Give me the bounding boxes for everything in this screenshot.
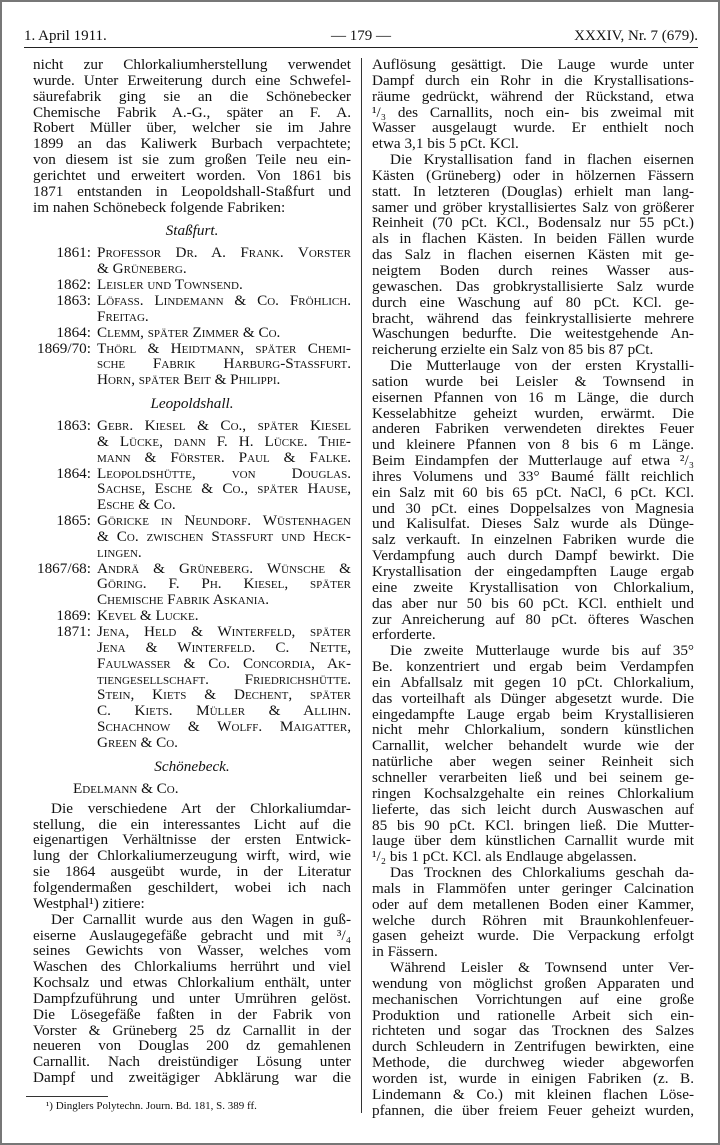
text-line: als in flachen Kästen. In beiden Fällen wurde <box>372 231 694 248</box>
entry-year: 1865: <box>56 512 91 530</box>
entry-year: 1869: <box>56 607 91 625</box>
text-line: in Fässern. <box>372 944 438 961</box>
text-line: Dampfzuführung und unter Umrühren gelöst. <box>33 990 351 1007</box>
text-line: richteten und sogar das Trocknen des Salzes <box>372 1023 694 1040</box>
column-divider <box>361 58 362 1113</box>
text-line: Die Lösegefäße faßten in der Fabrik von <box>33 1006 351 1023</box>
text-line: stellung, die ein interessantes Licht auf die <box>33 816 351 833</box>
entry-text: Kevel & Lucke. <box>97 608 199 624</box>
text-line: Produktion und rationelle Arbeit sich ein- <box>372 1007 694 1024</box>
entry-text: Faulwasser & Co. Concordia, Ak- <box>97 655 351 672</box>
paragraph <box>372 358 694 643</box>
text-line: gewaschen. Das grobkrystallisierte Salz wurde <box>372 278 694 295</box>
footnote-rule <box>26 1096 108 1097</box>
text-line: das Salz in flachen eisernen Kästen mit ge- <box>372 247 694 263</box>
text-line: ¹/₃ des Carnallits, noch ein- bis zweimal mit <box>372 104 694 121</box>
text-line: seines Gewichts von Wasser, welches vom <box>33 943 351 960</box>
text-line: schneller verarbeiten ließ und bei seinem ge- <box>372 769 694 786</box>
entry-year: 1864: <box>56 464 91 482</box>
left-column <box>33 57 351 1086</box>
text-line: folgendermaßen geschildert, wobei ich nach <box>33 879 351 896</box>
text-line: Robert Müller über, welcher sie im Jahre <box>33 120 351 137</box>
text-line: gerichtet und erweitert worden. Von 1861 bis <box>33 167 351 184</box>
text-line: Kesselabhitze geheizt wurden, erwärmt. Die <box>372 405 694 422</box>
text-line: ringen Kochsalzgehalte ein reines Chlorkalium <box>372 785 694 802</box>
text-line: Die zweite Mutterlauge wurde bis auf 35° <box>390 643 694 660</box>
header-page-number: — 179 — <box>331 28 391 44</box>
text-line: natürliche aber wegen seiner Reinheit sich <box>372 754 694 770</box>
list-item <box>33 418 351 466</box>
text-line: oder auf dem metallenen Boden einer Kammer, <box>372 896 694 913</box>
text-line: durch eine Waschung auf 80 pCt. KCl. ge- <box>372 294 694 311</box>
text-line: zur Anreicherung auf 80 pCt. öfteres Waschen <box>372 611 694 628</box>
text-line: Krystallisation der eingedampften Lauge ergab <box>372 564 694 580</box>
text-line: wurde. Unter Erweiterung durch eine Schwefel- <box>33 72 351 89</box>
leopoldshall-list <box>33 418 351 751</box>
firm-name: Edelmann & Co. <box>73 779 179 797</box>
entry-text: Leisler und Townsend. <box>97 277 243 293</box>
entry-text: Stein, Kiets & Dechent, später <box>97 687 351 704</box>
list-item <box>33 561 351 609</box>
section-heading-schoenebeck: Schönebeck. <box>154 757 230 775</box>
text-line: sation wurde bei Leisler & Townsend in <box>372 373 694 390</box>
text-line: Verdampfung auch durch Dampf bewirkt. Die <box>372 548 694 564</box>
text-line: ein Abfallsalz mit gegen 10 pCt. Chlorkalium, <box>372 674 694 691</box>
text-line: mals in Flammöfen unter geringer Calcination <box>372 880 694 897</box>
text-line: Methode, die durchweg wieder abgeworfen <box>372 1055 694 1071</box>
text-line: Die Krystallisation fand in flachen eisernen <box>390 152 694 168</box>
entry-year: 1869/70: <box>36 339 91 357</box>
text-line: und kleinere Pfannen von 8 bis 6 m Länge. <box>372 437 694 454</box>
text-line: 85 bis 90 pCt. KCl. bringen ließ. Die Mutter- <box>372 817 694 834</box>
entry-text: Göring. F. Ph. Kiesel, später <box>97 576 351 593</box>
text-line: Carnallit, welcher behandelt wurde wie der <box>372 738 694 755</box>
text-line: Dampf durch ein Rohr in die Krystallisations- <box>372 72 694 89</box>
text-line: neueren von Douglas 200 dz gemahlenen <box>33 1038 351 1055</box>
text-line: salz verkauft. In einzelnen Fabriken wurde die <box>372 532 694 549</box>
entry-text: mann & Förster. Paul & Falke. <box>97 449 351 466</box>
list-item <box>33 466 351 514</box>
entry-text: Jena, Held & Winterfeld, später <box>97 624 351 640</box>
text-line: statt. In letzteren (Douglas) erhielt man lang- <box>372 183 694 200</box>
entry-text: Leopoldshütte, von Douglas. <box>97 465 351 482</box>
text-line: samer und gröber krystallisiertes Salz von größerer <box>372 199 694 216</box>
text-line: Lindemann & Co.) mit kleinen flachen Löse- <box>372 1086 694 1103</box>
intro-paragraph <box>33 57 351 215</box>
entry-text: Thörl & Heidtmann, später Chemi- <box>97 340 351 357</box>
entry-text: Chemische Fabrik Askania. <box>97 592 270 609</box>
text-line: räume gedrückt, während der Rückstand, etwa <box>372 88 694 105</box>
list-item <box>33 325 351 341</box>
footnote: ¹) Dinglers Polytechn. Journ. Bd. 181, S. 389 ff. <box>46 1100 257 1112</box>
text-line: nicht mehr Chlorkalium, sondern künstlichen <box>372 722 694 739</box>
entry-text: & Co. zwischen Staßfurt und Heck- <box>97 528 351 545</box>
right-column <box>372 57 694 1119</box>
paragraph <box>372 865 694 960</box>
text-line: Vorster & Grüneberg 25 dz Carnallit in der <box>33 1022 351 1039</box>
entry-text: & Grüneberg. <box>97 261 187 278</box>
text-line: Carnallit. Nach dreistündiger Lösung unter <box>33 1054 351 1071</box>
section-heading-leopoldshall: Leopoldshall. <box>150 395 234 413</box>
paragraph <box>33 912 351 1086</box>
header-rule <box>24 47 698 48</box>
entry-text: C. Kiets. Müller & Allihn. <box>97 703 351 720</box>
entry-text: Löfass. Lindemann & Co. Fröhlich. <box>97 292 351 309</box>
text-line: nicht zur Chlorkaliumherstellung verwendet <box>33 57 351 73</box>
entry-year: 1863: <box>56 291 91 309</box>
text-line: Waschungen bedurfte. Die weitestgehende An- <box>372 326 694 343</box>
text-line: Beim Eindampfen der Mutterlauge auf etwa ²/₃ <box>372 453 694 469</box>
entry-year: 1867/68: <box>36 559 91 577</box>
text-line: ein Salz mit 60 bis 65 pCt. NaCl, 6 pCt. KCl. <box>372 484 694 501</box>
text-line: erforderte. <box>372 627 436 644</box>
text-line: 1899 an das Kaliwerk Burbach verpachtete; <box>33 136 351 153</box>
text-line: und Kalisulfat. Dieses Salz wurde als Dünge- <box>372 516 694 533</box>
entry-text: Sachse, Esche & Co., später Hause, <box>97 481 351 498</box>
text-line: säurefabrik ging sie an die Schönebecker <box>33 88 351 105</box>
paragraph <box>372 960 694 1118</box>
entry-text: Göricke in Neundorf. Wüstenhagen <box>97 513 351 529</box>
text-line: lieferte, das sich leicht durch Auswaschen auf <box>372 801 694 818</box>
entry-text: Esche & Co. <box>97 497 176 514</box>
entry-year: 1864: <box>56 323 91 341</box>
text-line: Be. konzentriert und ergab beim Verdampfen <box>372 659 694 675</box>
text-line: Waschen des Chlorkaliums herrührt und viel <box>33 959 351 976</box>
text-line: Chemische Fabrik A.-G., später an F. A. <box>33 104 351 121</box>
section-heading-stassfurt: Staßfurt. <box>165 222 219 240</box>
text-line: das aber nur 50 bis 60 pCt. KCl. enthielt und <box>372 595 694 612</box>
entry-text: Clemm, später Zimmer & Co. <box>97 324 281 341</box>
text-line: eiserne Auslaugegefäße gebracht und mit ³/₄ <box>33 927 351 944</box>
text-line: Während Leisler & Townsend unter Ver- <box>390 960 694 976</box>
entry-text: tiengesellschaft. Friedrichshütte. <box>97 671 351 688</box>
paragraph <box>33 801 351 912</box>
entry-text: & Lücke, dann F. H. Lücke. Thie- <box>97 433 351 450</box>
entry-year: 1863: <box>56 417 91 435</box>
paragraph <box>372 643 694 865</box>
entry-text: sche Fabrik Harburg-Stassfurt. <box>97 356 351 373</box>
entry-text: lingen. <box>97 544 142 561</box>
text-line: ihres Volumens und 33° Baumé fällt reichlich <box>372 468 694 485</box>
text-line: 1871 entstanden in Leopoldshall-Staßfurt und <box>33 183 351 200</box>
list-item <box>33 277 351 293</box>
entry-year: 1861: <box>56 244 91 262</box>
text-line: Der Carnallit wurde aus den Wagen in guß- <box>51 911 351 928</box>
text-line: mechanischen Vorrichtungen auf eine große <box>372 991 694 1008</box>
text-line: lauge über dem künstlichen Carnallit wurde mit <box>372 833 694 850</box>
text-line: etwa 3,1 bis 5 pCt. KCl. <box>372 136 519 153</box>
text-line: lung der Chlorkaliumerzeugung wirft, wird, wie <box>33 848 351 865</box>
entry-text: Jena & Winterfeld. C. Nette, <box>97 639 351 656</box>
list-item <box>33 608 351 624</box>
text-line: eisernen Pfannen von 16 m Länge, die durch <box>372 389 694 406</box>
text-line: Dampf und zweitägiger Abklärung war die <box>33 1070 351 1086</box>
text-line: Das Trocknen des Chlorkaliums geschah da- <box>390 865 694 881</box>
entry-text: Gebr. Kiesel & Co., später Kiesel <box>97 418 351 434</box>
text-line: wendung von möglichst großen Apparaten und <box>372 975 694 992</box>
entry-text: Andrä & Grüneberg. Wünsche & <box>97 560 351 577</box>
text-line: Reinheit (70 pCt. KCl., Bodensalz nur 55 pCt.) <box>372 215 694 232</box>
text-line: eigenartigen Verhältnisse der ersten Entwick- <box>33 832 351 849</box>
text-line: pfannen, die über freiem Feuer geheizt wurden, <box>372 1102 694 1119</box>
entry-year: 1862: <box>56 276 91 294</box>
text-line: das vorteilhaft als Dünger abgesetzt wurde. Die <box>372 690 694 707</box>
text-line: eine zweite Krystallisation von Chlorkalium, <box>372 579 694 596</box>
list-item <box>33 245 351 277</box>
text-line: gasen geheizt wurde. Die Verpackung erfolgt <box>372 928 694 945</box>
paragraph <box>372 152 694 358</box>
paragraph <box>372 57 694 152</box>
list-item <box>33 624 351 751</box>
entry-text: Freitag. <box>97 308 149 325</box>
text-line: Wasser ausgelaugt wurde. Er enthielt noch <box>372 120 694 137</box>
list-item <box>33 341 351 389</box>
text-line: sie 1864 ausgeübt wurde, in der Literatur <box>33 864 351 880</box>
header-date: 1. April 1911. <box>24 28 107 44</box>
text-line: eingedampfte Lauge ergab beim Krystallisieren <box>372 706 694 723</box>
entry-text: Horn, später Beit & Philippi. <box>97 372 281 389</box>
entry-year: 1871: <box>56 623 91 640</box>
text-line: ¹/₂ bis 1 pCt. KCl. als Endlauge abgelassen. <box>372 849 637 866</box>
text-line: welche durch Röhren mit Braunkohlenfeuer- <box>372 912 694 929</box>
text-line: im nahen Schönebeck folgende Fabriken: <box>33 199 286 216</box>
text-line: von diesem ist sie zum großen Teile neu ein- <box>33 152 351 168</box>
page-header <box>24 22 698 44</box>
entry-text: Schachnow & Wolff. Maigatter, <box>97 719 351 735</box>
header-issue: XXXIV, Nr. 7 (679). <box>574 28 698 44</box>
list-item <box>33 293 351 325</box>
text-line: neigtem Boden durch reines Wasser aus- <box>372 262 694 279</box>
entry-text: Green & Co. <box>97 734 178 751</box>
text-line: reicherung erzielte ein Salz von 85 bis 87 pCt. <box>372 342 654 359</box>
text-line: anderen Fabriken verwendeten direktes Feuer <box>372 421 694 438</box>
text-line: und 30 pCt. eines Doppelsalzes von Magnesia <box>372 500 694 517</box>
entry-text: Professor Dr. A. Frank. Vorster <box>97 245 351 262</box>
text-line: Die verschiedene Art der Chlorkaliumdar- <box>51 800 351 817</box>
stassfurt-list <box>33 245 351 388</box>
text-line: Auflösung gesättigt. Die Lauge wurde unter <box>372 57 694 73</box>
text-line: bracht, während das feinkrystallisierte mehrere <box>372 310 694 327</box>
text-line: worden ist, wurde in einigen Fabriken (z. B. <box>372 1071 694 1087</box>
text-line: Kochsalz und etwas Chlorkalium enthält, unter <box>33 975 351 991</box>
text-line: Kästen (Grüneberg) oder in hölzernen Fässern <box>372 167 694 184</box>
text-line: durch Schleudern in Zentrifugen bewirkten, eine <box>372 1039 694 1056</box>
list-item <box>33 513 351 561</box>
text-line: Die Mutterlauge von der ersten Krystalli- <box>390 358 694 374</box>
text-line: Westphal¹) zitiere: <box>33 895 145 912</box>
